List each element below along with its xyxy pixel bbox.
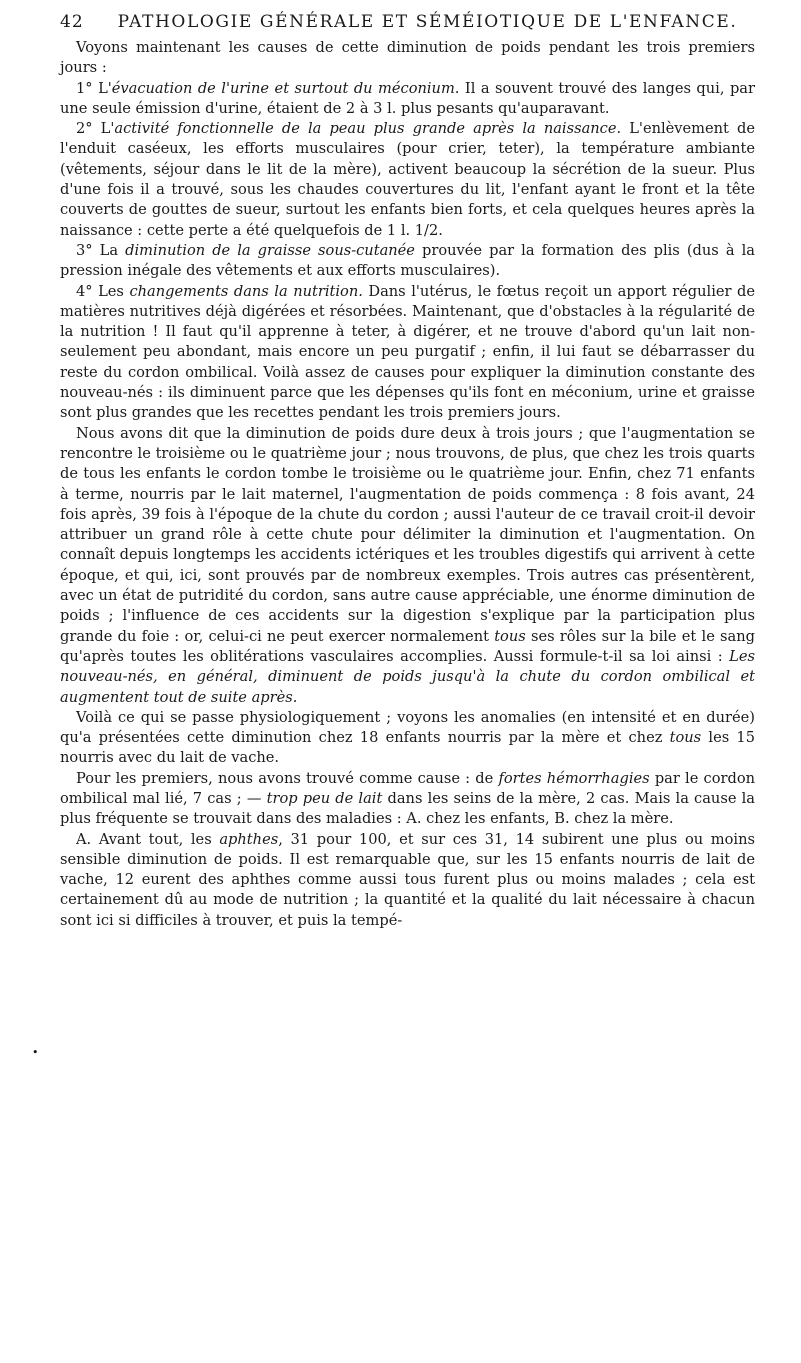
running-header <box>60 12 755 32</box>
text-run: 4° Les <box>76 282 130 300</box>
text-run: 2° L' <box>76 120 115 138</box>
paragraph-p4 <box>60 282 755 424</box>
text-run: Il a souvent trouvé des langes qui, par une seule émission d'urine, étaient de 2 à 3 l. plus pesants qu'auparavant. <box>60 79 755 117</box>
paragraph-intro <box>60 38 755 79</box>
text-run: Nous avons dit que la diminution de poids dure deux à trois jours ; que l'augmentation se rencontre le troisième ou le quatrième jour ; nous trouvons, de plus, que chez les trois quarts de tous les enfants le cordon tombe le troisième ou le quatrième jour. Enfin, chez 71 enfants à terme, nourris par le lait maternel, l'augmentation de poids commença : 8 fois avant, 24 fois après, 39 fois à l'époque de la chute du cordon ; aussi l'auteur de ce travail croit-il devoir attribuer un grand rôle à cette chute pour délimiter la diminution et l'augmentation. On connaît depuis longtemps les accidents ictériques et les troubles digestifs qui arrivent à cette époque, et qui, ici, sont prouvés par de nombreux exemples. Trois autres cas présentèrent, avec un état de putridité du cordon, sans autre cause appréciable, une énorme diminution de poids ; l'influence de ces accidents sur la digestion s'explique par la participation plus grande du foie : or, celui-ci ne peut exercer normalement <box>60 424 755 645</box>
paragraph-p7 <box>60 769 755 830</box>
margin-mark: • <box>32 1046 39 1059</box>
text-run: par le cordon ombilical mal lié, 7 cas ; — <box>60 769 756 807</box>
text-run: tous <box>494 627 526 645</box>
text-run: prouvée par la formation des plis (dus à la pression inégale des vêtements et aux efforts musculaires). <box>60 241 755 280</box>
text-run: évacuation de l'urine et surtout du méconium. <box>111 79 460 97</box>
text-run: L'enlèvement de l'enduit caséeux, les efforts musculaires (pour crier, teter), la température ambiante (vêtements, séjour dans le lit de la mère), activent beaucoup la sécrétion de la sueur. Plus d'une fois il a trouvé, sous les chaudes couvertures du lit, l'enfant ayant le front et la tête couverts de gouttes de sueur, surtout les enfants bien forts, et cela quelques heures après la naissance : cette perte a été quelquefois de 1 l. 1/2. <box>60 120 755 239</box>
paragraph-p6 <box>60 708 755 769</box>
text-run: diminution de la graisse sous-cutanée <box>125 241 415 259</box>
paragraph-p1 <box>60 79 755 120</box>
text-run: aphthes <box>219 830 279 848</box>
body-text <box>60 38 755 931</box>
running-title: PATHOLOGIE GÉNÉRALE ET SÉMÉIOTIQUE DE L'ENFANCE. <box>117 12 738 32</box>
text-run: A. Avant tout, les <box>76 830 220 848</box>
text-run: dans les seins de la mère, 2 cas. Mais la cause la plus fréquente se trouvait dans des maladies : A. chez les enfants, B. chez la mère. <box>60 789 755 828</box>
page-number: 42 <box>60 12 84 32</box>
text-run: trop peu de lait <box>266 789 383 807</box>
paragraph-p3 <box>60 241 755 282</box>
text-run: , 31 pour 100, et sur ces 31, 14 subirent une plus ou moins sensible diminution de poids. Il est remarquable que, sur les 15 enfants nourris de lait de vache, 12 eurent des aphthes comme aussi tous furent plus ou moins malades ; cela est certainement dû au mode de nutrition ; la quantité et la qualité du lait nécessaire à chacun sont ici si difficiles à trouver, et puis la tempé- <box>60 830 755 929</box>
text-run: tous <box>669 729 702 747</box>
text-run: Voilà ce qui se passe physiologiquement ; voyons les anomalies (en intensité et en durée) qu'a présentées cette diminution chez 18 enfants nourris par la mère et chez <box>60 708 755 747</box>
text-run: les 15 nourris avec du lait de vache. <box>60 729 755 767</box>
text-run: Voyons maintenant les causes de cette diminution de poids pendant les trois premiers jours : <box>60 39 755 77</box>
paragraph-p2 <box>60 119 755 241</box>
text-run: changements dans la nutrition. <box>129 282 363 300</box>
text-run: Pour les premiers, nous avons trouvé comme cause : de <box>76 769 499 787</box>
paragraph-p8 <box>60 830 755 931</box>
text-run: Les nouveau-nés, en général, diminuent de poids jusqu'à la chute du cordon ombilical et augmentent tout de suite après. <box>60 647 755 706</box>
text-run: activité fonctionnelle de la peau plus grande après la naissance. <box>114 120 622 138</box>
text-run: ses rôles sur la bile et le sang qu'après toutes les oblitérations vasculaires accomplies. Aussi formule-t-il sa loi ainsi : <box>60 627 755 665</box>
text-run: fortes hémorrhagies <box>498 769 650 787</box>
text-run: Dans l'utérus, le fœtus reçoit un apport régulier de matières nutritives déjà digérées et résorbées. Maintenant, que d'obstacles à la régularité de la nutrition ! Il faut qu'il apprenne à teter, à digérer, et ne trouve d'abord qu'un lait non-seulement peu abondant, mais encore un peu purgatif ; enfin, il lui faut se débarrasser du reste du cordon ombilical. Voilà assez de causes pour expliquer la diminution constante des nouveau-nés : ils diminuent parce que les dépenses qu'ils font en méconium, urine et graisse sont plus grandes que les recettes pendant les trois premiers jours. <box>60 282 755 422</box>
paragraph-p5 <box>60 424 755 708</box>
text-run: 1° L' <box>76 79 112 97</box>
text-run: 3° La <box>76 241 126 259</box>
